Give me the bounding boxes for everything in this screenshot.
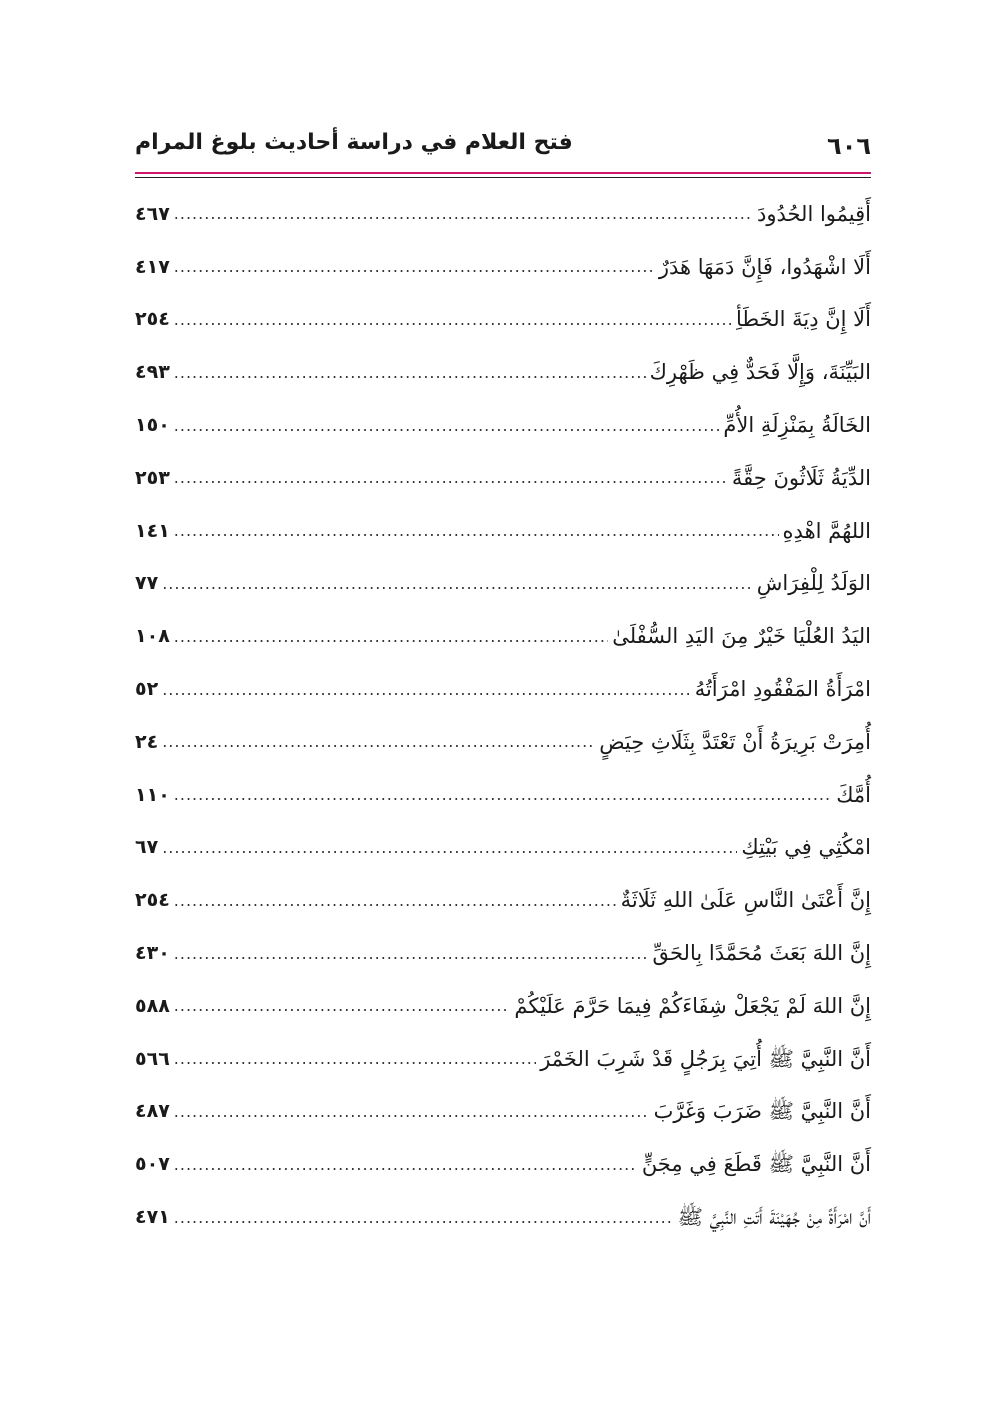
entry-text: امْرَأَةُ المَفْقُودِ امْرَأَتُهُ: [694, 677, 871, 702]
dot-leader: [174, 468, 728, 488]
dot-leader: [174, 996, 511, 1016]
index-entry: [135, 346, 871, 399]
page-header: [135, 128, 871, 166]
index-entry: [135, 188, 871, 241]
index-entry: [135, 1138, 871, 1191]
entry-page-number: ٤١٧: [135, 255, 170, 278]
entry-text: أَنَّ امْرَأَةً مِنْ جُهَيْنَةَ أَتَتِ النَّبِيَّ ﷺ: [677, 1205, 871, 1230]
header-rule-pink: [135, 172, 871, 174]
entry-text: إِنَّ اللهَ بَعَثَ مُحَمَّدًا بِالحَقِّ: [652, 941, 871, 966]
entry-text: أَقِيمُوا الحُدُودَ: [756, 201, 871, 226]
index-entry: [135, 294, 871, 347]
entry-text: أَلَا اشْهَدُوا، فَإِنَّ دَمَهَا هَدَرٌ: [658, 254, 871, 279]
entry-text: البَيِّنَةَ، وَإِلَّا فَحَدٌّ فِي ظَهْرِكَ: [649, 360, 871, 385]
entry-text: امْكُثِي فِي بَيْتِكِ: [741, 835, 871, 860]
dot-leader: [174, 521, 779, 541]
entry-page-number: ١٠٨: [135, 625, 170, 648]
index-entry: [135, 663, 871, 716]
index-entry: [135, 927, 871, 980]
index-entry: [135, 769, 871, 822]
entry-text: الخَالَةُ بِمَنْزِلَةِ الأُمِّ: [723, 413, 871, 438]
entry-text: أُمَّكَ: [836, 782, 871, 807]
hadith-index-list: [135, 188, 871, 1244]
index-entry: [135, 1086, 871, 1139]
entry-page-number: ٥٠٧: [135, 1153, 170, 1176]
entry-text: أَنَّ النَّبِيَّ ﷺ قَطَعَ فِي مِجَنٍّ: [641, 1152, 871, 1177]
entry-page-number: ٥٨٨: [135, 994, 170, 1017]
entry-page-number: ٥٢: [135, 678, 159, 701]
dot-leader: [174, 1049, 536, 1069]
entry-text: الدِّيَةُ ثَلَاثُونَ حِقَّةً: [731, 465, 871, 490]
dot-leader: [162, 680, 691, 700]
index-entry: [135, 610, 871, 663]
entry-page-number: ٢٤: [135, 730, 159, 753]
entry-page-number: ٤٣٠: [135, 942, 170, 965]
index-entry: [135, 980, 871, 1033]
header-rule-black: [135, 177, 871, 178]
dot-leader: [174, 1155, 638, 1175]
dot-leader: [174, 627, 608, 647]
entry-page-number: ٧٧: [135, 572, 159, 595]
entry-text: أَنَّ النَّبِيَّ ﷺ أُتِيَ بِرَجُلٍ قَدْ شَرِبَ الخَمْرَ: [540, 1046, 871, 1071]
entry-page-number: ٤٨٧: [135, 1100, 170, 1123]
dot-leader: [174, 1208, 674, 1228]
entry-text: أُمِرَتْ بَرِيرَةُ أَنْ تَعْتَدَّ بِثَلَاثِ حِيَضٍ: [599, 729, 871, 754]
index-entry: [135, 505, 871, 558]
index-entry: [135, 1191, 871, 1244]
page-number: ٦٠٦: [827, 132, 871, 160]
dot-leader: [174, 1102, 650, 1122]
dot-leader: [174, 416, 720, 436]
entry-page-number: ٤٩٣: [135, 361, 170, 384]
entry-page-number: ٢٥٤: [135, 889, 170, 912]
index-entry: [135, 241, 871, 294]
entry-page-number: ١١٠: [135, 783, 170, 806]
dot-leader: [174, 944, 649, 964]
entry-page-number: ١٥٠: [135, 414, 170, 437]
index-entry: [135, 1033, 871, 1086]
index-entry: [135, 558, 871, 611]
entry-text: الوَلَدُ لِلْفِرَاشِ: [756, 571, 871, 596]
entry-page-number: ٢٥٣: [135, 466, 170, 489]
entry-text: أَلَا إِنَّ دِيَةَ الخَطَأِ: [736, 307, 871, 332]
index-entry: [135, 822, 871, 875]
entry-page-number: ٦٧: [135, 836, 159, 859]
entry-text: إِنَّ اللهَ لَمْ يَجْعَلْ شِفَاءَكُمْ فِيمَا حَرَّمَ عَلَيْكُمْ: [514, 993, 871, 1018]
entry-text: إِنَّ أَعْتَىٰ النَّاسِ عَلَىٰ اللهِ ثَلَاثَةٌ: [620, 888, 871, 913]
dot-leader: [174, 310, 732, 330]
dot-leader: [162, 574, 753, 594]
dot-leader: [162, 732, 595, 752]
index-entry: [135, 452, 871, 505]
entry-page-number: ٢٥٤: [135, 308, 170, 331]
dot-leader: [174, 204, 753, 224]
entry-page-number: ٤٧١: [135, 1206, 170, 1229]
dot-leader: [174, 257, 655, 277]
dot-leader: [174, 363, 646, 383]
dot-leader: [174, 785, 832, 805]
book-title: فتح العلام في دراسة أحاديث بلوغ المرام: [135, 130, 573, 155]
entry-page-number: ١٤١: [135, 519, 170, 542]
entry-page-number: ٥٦٦: [135, 1047, 170, 1070]
dot-leader: [162, 838, 737, 858]
entry-text: اللهُمَّ اهْدِهِ: [782, 518, 871, 543]
dot-leader: [174, 891, 617, 911]
index-entry: [135, 874, 871, 927]
entry-text: اليَدُ العُلْيَا خَيْرٌ مِنَ اليَدِ السُّفْلَىٰ: [612, 624, 871, 649]
index-entry: [135, 716, 871, 769]
index-entry: [135, 399, 871, 452]
entry-page-number: ٤٦٧: [135, 202, 170, 225]
entry-text: أَنَّ النَّبِيَّ ﷺ ضَرَبَ وَغَرَّبَ: [653, 1099, 871, 1124]
